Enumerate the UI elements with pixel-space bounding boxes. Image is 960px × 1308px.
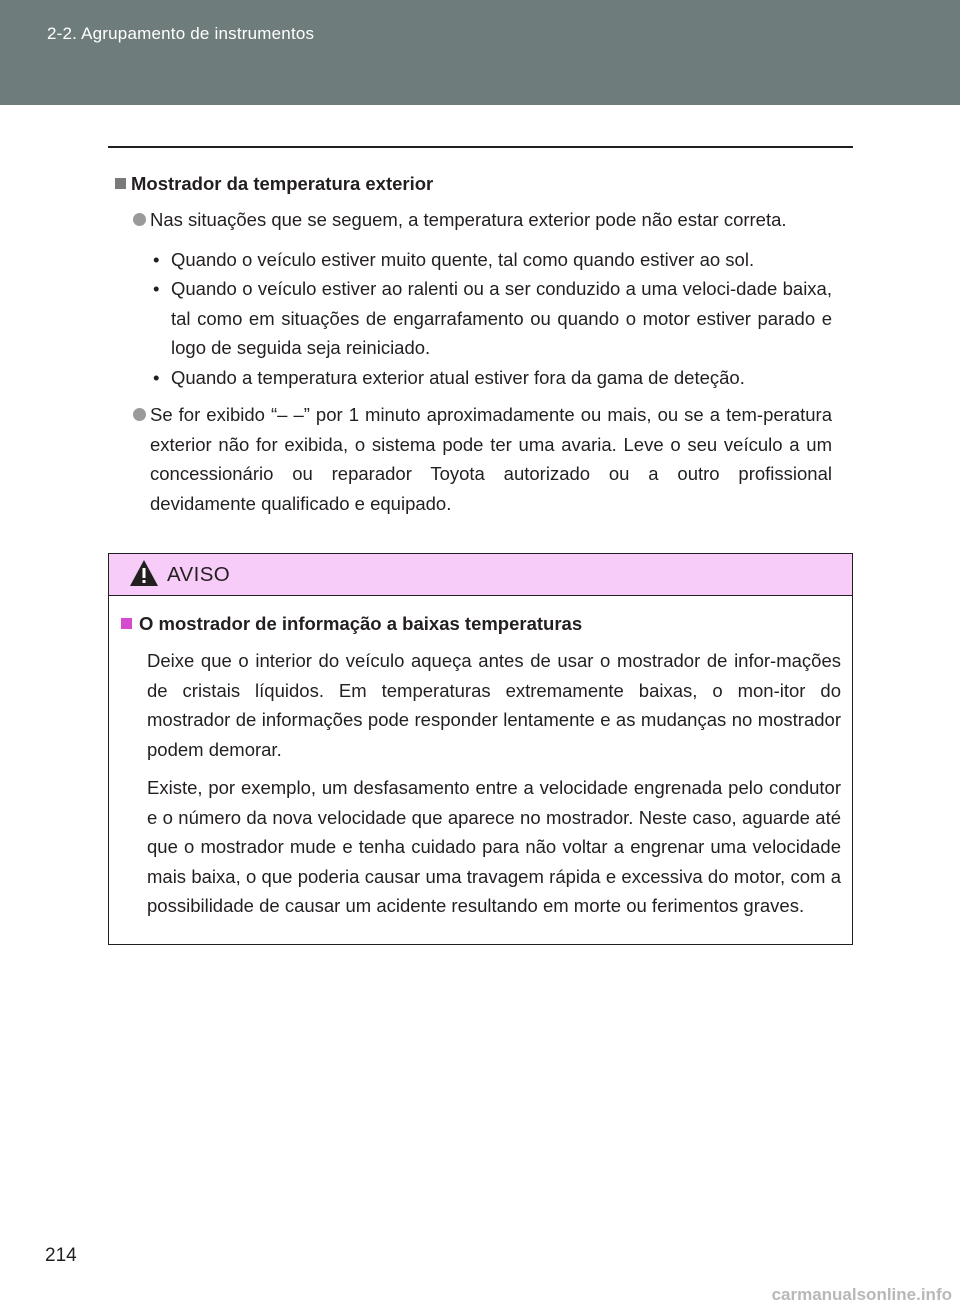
bullet-item-2 bbox=[108, 400, 832, 518]
section-heading-text: Mostrador da temperatura exterior bbox=[131, 173, 434, 194]
sub-list-item bbox=[153, 274, 832, 363]
chapter-title: 2-2. Agrupamento de instrumentos bbox=[47, 24, 315, 43]
warning-title: AVISO bbox=[167, 563, 231, 586]
sub-list-item bbox=[153, 245, 832, 275]
warning-heading bbox=[121, 610, 841, 637]
bullet-text-2: Se for exibido “– –” por 1 minuto aproximadamente ou mais, ou se a tem-peratura exterior não for exibida, o sistema pode ter uma avaria. Leve o seu veículo a um concessionário ou reparador Toyota autorizado ou a outro profissional devidamente qualificado e equipado. bbox=[150, 404, 832, 514]
bullet-text-1: Nas situações que se seguem, a temperatura exterior pode não estar correta. bbox=[150, 209, 787, 230]
square-bullet-icon bbox=[115, 178, 126, 189]
warning-body bbox=[109, 596, 852, 921]
section-heading bbox=[108, 170, 832, 197]
warning-triangle-icon bbox=[129, 559, 159, 592]
bullet-item-1 bbox=[108, 205, 832, 235]
sub-list bbox=[153, 245, 832, 393]
sub-bullet-mark: • bbox=[153, 278, 160, 299]
warning-paragraph-1: Deixe que o interior do veículo aqueça antes de usar o mostrador de infor-mações de cristais líquidos. Em temperaturas extremamente baixas, o mon-itor do mostrador de informações pode responder lentamente e as mudanças no mostrador podem demorar. bbox=[147, 650, 841, 760]
warning-header bbox=[109, 554, 852, 596]
page-number: 214 bbox=[45, 1245, 77, 1266]
header-band bbox=[0, 0, 960, 105]
warning-box bbox=[108, 553, 853, 945]
warning-paragraph-2: Existe, por exemplo, um desfasamento entre a velocidade engrenada pelo condutor e o número da nova velocidade que aparece no mostrador. Neste caso, aguarde até que o mostrador mude e tenha cuidado para não voltar a engrenar uma velocidade mais baixa, o que poderia causar uma travagem rápida e excessiva do motor, com a possibilidade de causar um acidente resultando em morte ou ferimentos graves. bbox=[147, 777, 841, 916]
sub-bullet-mark: • bbox=[153, 248, 160, 270]
circle-bullet-icon bbox=[133, 213, 146, 226]
sub-bullet-mark: • bbox=[153, 366, 160, 388]
sub-item-text: Quando o veículo estiver ao ralenti ou a ser conduzido a uma veloci-dade baixa, tal como em situações de engarrafamento ou quando o motor estiver parado e logo de seguida seja reiniciado. bbox=[171, 278, 832, 358]
square-bullet-icon bbox=[121, 618, 132, 629]
circle-bullet-icon bbox=[133, 408, 146, 421]
sub-item-text: Quando o veículo estiver muito quente, tal como quando estiver ao sol. bbox=[171, 248, 755, 270]
warning-heading-text: O mostrador de informação a baixas temperaturas bbox=[139, 613, 583, 634]
watermark: carmanualsonline.info bbox=[771, 1285, 952, 1304]
sub-list-item bbox=[153, 363, 832, 393]
outside-temperature-section bbox=[108, 170, 832, 518]
top-divider bbox=[108, 146, 853, 148]
sub-item-text: Quando a temperatura exterior atual estiver fora da gama de deteção. bbox=[171, 366, 745, 388]
